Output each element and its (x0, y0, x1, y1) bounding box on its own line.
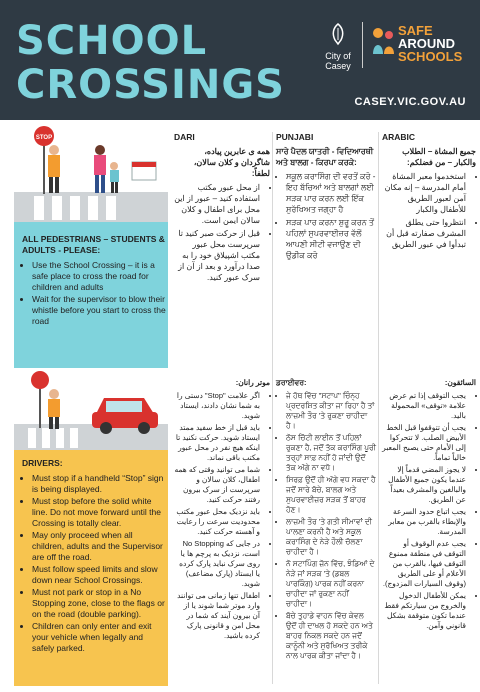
dari-driver-rule: • اطفال تنها زمانی می توانند وارد موتر شما شوند یا از آن بیرون آیند که شما در محل امن و قانونی پارک کرده باشید. (174, 591, 260, 641)
city-of-casey-logo (318, 22, 358, 72)
pedestrians-heading: ALL PEDESTRIANS – STUDENTS & ADULTS - PLEASE: (22, 234, 165, 255)
dari-drivers-column (174, 378, 270, 643)
dari-lead: همه ی عابرین پیاده، شاگردان و کلان سالان، لطفاً: (193, 147, 270, 178)
punjabi-column (276, 132, 376, 263)
pedestrian-rule: • Wait for the supervisor to blow their whistle before you start to cross the road (32, 294, 166, 327)
arabic-driver-rule: • يجب التوقف إذا تم عرض علامة «توقف» المحمولة باليد. (382, 391, 466, 421)
column-divider (272, 132, 273, 382)
punjabi-driver-rule: • ਨੋ ਸਟਾਪਿੰਗ ਜ਼ੋਨ ਵਿੱਚ, ਝੰਡਿਆਂ ਦੇ ਨੇੜੇ ਜਾਂ ਸੜਕ 'ਤੇ (ਡਬਲ ਪਾਰਕਿੰਗ) ਪਾਰਕ ਨਹੀਂ ਕਰਨਾ ਚਾਹੀਦਾ ਜਾਂ ਰੁਕਣਾ ਨਹੀਂ ਚਾਹੀਦਾ। (286, 559, 376, 609)
column-divider (378, 132, 379, 382)
arabic-driver-rule: • يجب اتباع حدود السرعة والإبطاء بالقرب من معابر المدرسة. (382, 507, 466, 537)
page-header (0, 0, 480, 120)
pedestrians-section (0, 120, 480, 398)
arabic-rule: • استخدموا معبر المشاة أمام المدرسة – إنه مكان آمن لعبور الطريق للأطفال والكبار (382, 171, 466, 215)
arabic-lead: جميع المشاة – الطلاب والكبار – من فضلكم: (402, 147, 476, 167)
driver-rule: • Must follow speed limits and slow down near School Crossings. (32, 564, 166, 586)
dari-rule: • از محل عبور مکتب استفاده کنید – عبور از این محل برای اطفال و کلان سالان ایمن است. (174, 182, 260, 226)
drivers-section (0, 368, 480, 692)
dari-language-label: DARI (174, 132, 195, 142)
dari-column (174, 132, 270, 285)
dari-rule: • قبل از حرکت صبر کنید تا سرپرست محل عبور مکتب اشپیلاق خود را به صدا درآورد و بعد از آن از سرک عبور کنید. (174, 228, 260, 283)
sas-logo-line1: SAFE (398, 23, 433, 38)
punjabi-drivers-column (276, 378, 376, 663)
arabic-drivers-lead: السائقون: (444, 378, 476, 387)
logo-divider (362, 22, 363, 68)
arabic-drivers-column (382, 378, 476, 633)
punjabi-driver-rule: • ਬੱਚੇ ਤੁਹਾਡੇ ਵਾਹਨ ਵਿੱਚ ਕੇਵਲ ਉਦੋਂ ਹੀ ਦਾਖਲ ਹੋ ਸਕਦੇ ਹਨ ਅਤੇ ਬਾਹਰ ਨਿਕਲ ਸਕਦੇ ਹਨ ਜਦੋਂ ਕਾਨੂੰਨੀ ਅਤੇ ਸੁਰੱਖਿਅਤ ਤਰੀਕੇ ਨਾਲ ਪਾਰਕ ਕੀਤਾ ਜਾਂਦਾ ਹੈ। (286, 611, 376, 661)
arabic-language-label: ARABIC (382, 132, 416, 142)
casey-crest-icon (318, 22, 358, 51)
column-divider (272, 378, 273, 684)
punjabi-driver-rule: • ਸਿਰਫ਼ ਉਦੋਂ ਹੀ ਅੱਗੇ ਵਧ ਸਕਦਾ ਹੈ ਜਦੋਂ ਸਾਰੇ ਬੱਚੇ, ਬਾਲਗ ਅਤੇ ਸੁਪਰਵਾਈਜ਼ਰ ਸੜਕ ਤੋਂ ਬਾਹਰ ਹੋਣ। (286, 475, 376, 515)
sas-logo-line2: AROUND (398, 36, 456, 51)
driver-crossing-illustration (14, 368, 168, 450)
arabic-column (382, 132, 476, 252)
page-title-line1: SCHOOL (16, 18, 208, 64)
column-divider (378, 378, 379, 684)
children-icon (370, 26, 396, 56)
pedestrian-crossing-illustration (14, 122, 168, 222)
driver-rule: • Children can only enter and exit your vehicle when legally and safely parked. (32, 621, 166, 654)
sas-logo-line3: SCHOOLS (398, 49, 463, 64)
punjabi-lead: ਸਾਰੇ ਪੈਦਲ ਯਾਤਰੀ - ਵਿਦਿਆਰਥੀ ਅਤੇ ਬਾਲਗ - ਕਿਰਪਾ ਕਰਕੇ: (276, 147, 374, 167)
dari-driver-rule: • باید نزدیک محل عبور مکتب محدودیت سرعت را رعایت و آهسته حرکت کنید. (174, 507, 260, 537)
punjabi-rule: • ਸਕੂਲ ਕਰਾਸਿੰਗ ਦੀ ਵਰਤੋਂ ਕਰੋ - ਇਹ ਬੱਚਿਆਂ ਅਤੇ ਬਾਲਗਾਂ ਲਈ ਸੜਕ ਪਾਰ ਕਰਨ ਲਈ ਇੱਕ ਸੁਰੱਖਿਅਤ ਜਗ੍ਹਾ ਹੈ (286, 171, 376, 215)
arabic-driver-rule: • يجب أن تتوقفوا قبل الخط الأبيض الصلب. لا تتحركوا إلى الأمام حتى يصبح المعبر خالياً تماماً. (382, 423, 466, 463)
dari-driver-rule: • باید قبل از خط سفید ممتد ایستاد شوید. حرکت نکنید تا اینکه هیچ نفر در محل عبور مکتب باقی نماند. (174, 423, 260, 463)
driver-rule: • Must stop if a handheld “Stop” sign is being displayed. (32, 473, 166, 495)
driver-rule: • Must stop before the solid white line. Do not move forward until the Crossing is totally clear. (32, 496, 166, 529)
punjabi-drivers-lead: ਡਰਾਈਵਰ: (276, 378, 307, 387)
page-title-line2: CROSSINGS (16, 62, 285, 108)
arabic-driver-rule: • لا يجوز المضي قدماً إلا عندما يكون جميع الأطفال والبالغين والمشرف بعيداً عن الطريق. (382, 465, 466, 505)
punjabi-driver-rule: • ਜੇ ਹੱਥ ਵਿੱਚ "ਸਟਾਪ" ਚਿੰਨ੍ਹ ਪ੍ਰਦਰਸ਼ਿਤ ਕੀਤਾ ਜਾ ਰਿਹਾ ਹੈ ਤਾਂ ਲਾਜ਼ਮੀ ਤੌਰ 'ਤੇ ਰੁਕਣਾ ਚਾਹੀਦਾ ਹੈ। (286, 391, 376, 431)
driver-rule: • May only proceed when all children, adults and the Supervisor are off the road. (32, 530, 166, 563)
arabic-driver-rule: • يجب عدم الوقوف أو التوقف في منطقة ممنوع التوقف فيها، بالقرب من الأعلام أو على الطريق (وقوف السيارات المزدوج). (382, 539, 466, 589)
dari-driver-rule: • اگر علامت "Stop" دستی را به شما نشان دادند، ایستاد شوید. (174, 391, 260, 421)
arabic-driver-rule: • يمكن للأطفال الدخول والخروج من سيارتكم فقط عندما تكون متوقفة بشكل قانوني وآمن. (382, 591, 466, 631)
pedestrian-rule: • Use the School Crossing – it is a safe place to cross the road for children and adults (32, 260, 166, 293)
punjabi-language-label: PUNJABI (276, 132, 314, 142)
stop-sign-text: STOP (35, 135, 53, 141)
dari-driver-rule: • در جایی که No Stopping است، نزدیک به پرچم ها یا روی سرک نباید پارک کرده یا ایستاد (پارک مضاعف) شوید. (174, 539, 260, 589)
dari-driver-rule: • شما می توانید وقتی که همه اطفال، کلان سالان و سرپرست از سرک بیرون رفتند حرکت کنید. (174, 465, 260, 505)
drivers-heading: DRIVERS: (22, 458, 63, 468)
website-link[interactable]: CASEY.VIC.GOV.AU (354, 96, 466, 108)
punjabi-rule: • ਸੜਕ ਪਾਰ ਕਰਨਾ ਸ਼ੁਰੂ ਕਰਨ ਤੋਂ ਪਹਿਲਾਂ ਸੁਪਰਵਾਈਜ਼ਰ ਵੱਲੋਂ ਆਪਣੀ ਸੀਟੀ ਵਜਾਉਣ ਦੀ ਉਡੀਕ ਕਰੋ (286, 217, 376, 261)
dari-drivers-lead: موتر رانان: (235, 378, 270, 387)
city-logo-text: City of Casey (325, 51, 351, 71)
arabic-rule: • انتظروا حتى يطلق المشرف صفارته قبل أن تبدأوا في عبور الطريق (382, 217, 466, 250)
safe-around-schools-logo (370, 20, 474, 72)
punjabi-driver-rule: • ਠੋਸ ਚਿੱਟੀ ਲਾਈਨ ਤੋਂ ਪਹਿਲਾਂ ਰੁਕਣਾ ਹੈ, ਜਦੋਂ ਤੱਕ ਕਰਾਸਿੰਗ ਪੂਰੀ ਤਰ੍ਹਾਂ ਸਾਫ਼ ਨਹੀਂ ਹੋ ਜਾਂਦੀ ਉਦੋਂ ਤੱਕ ਅੱਗੇ ਨਾ ਵਧੋ। (286, 433, 376, 473)
punjabi-driver-rule: • ਲਾਜ਼ਮੀ ਤੌਰ 'ਤੇ ਗਤੀ ਸੀਮਾਵਾਂ ਦੀ ਪਾਲਣਾ ਕਰਨੀ ਹੈ ਅਤੇ ਸਕੂਲ ਕਰਾਸਿੰਗ ਦੇ ਨੇੜੇ ਹੌਲੀ ਚੱਲਣਾ ਚਾਹੀਦਾ ਹੈ। (286, 517, 376, 557)
pedestrians-panel (14, 122, 168, 398)
driver-rule: • Must not park or stop in a No Stopping zone, close to the flags or on the road (double parking). (32, 587, 166, 620)
drivers-panel (14, 368, 168, 686)
